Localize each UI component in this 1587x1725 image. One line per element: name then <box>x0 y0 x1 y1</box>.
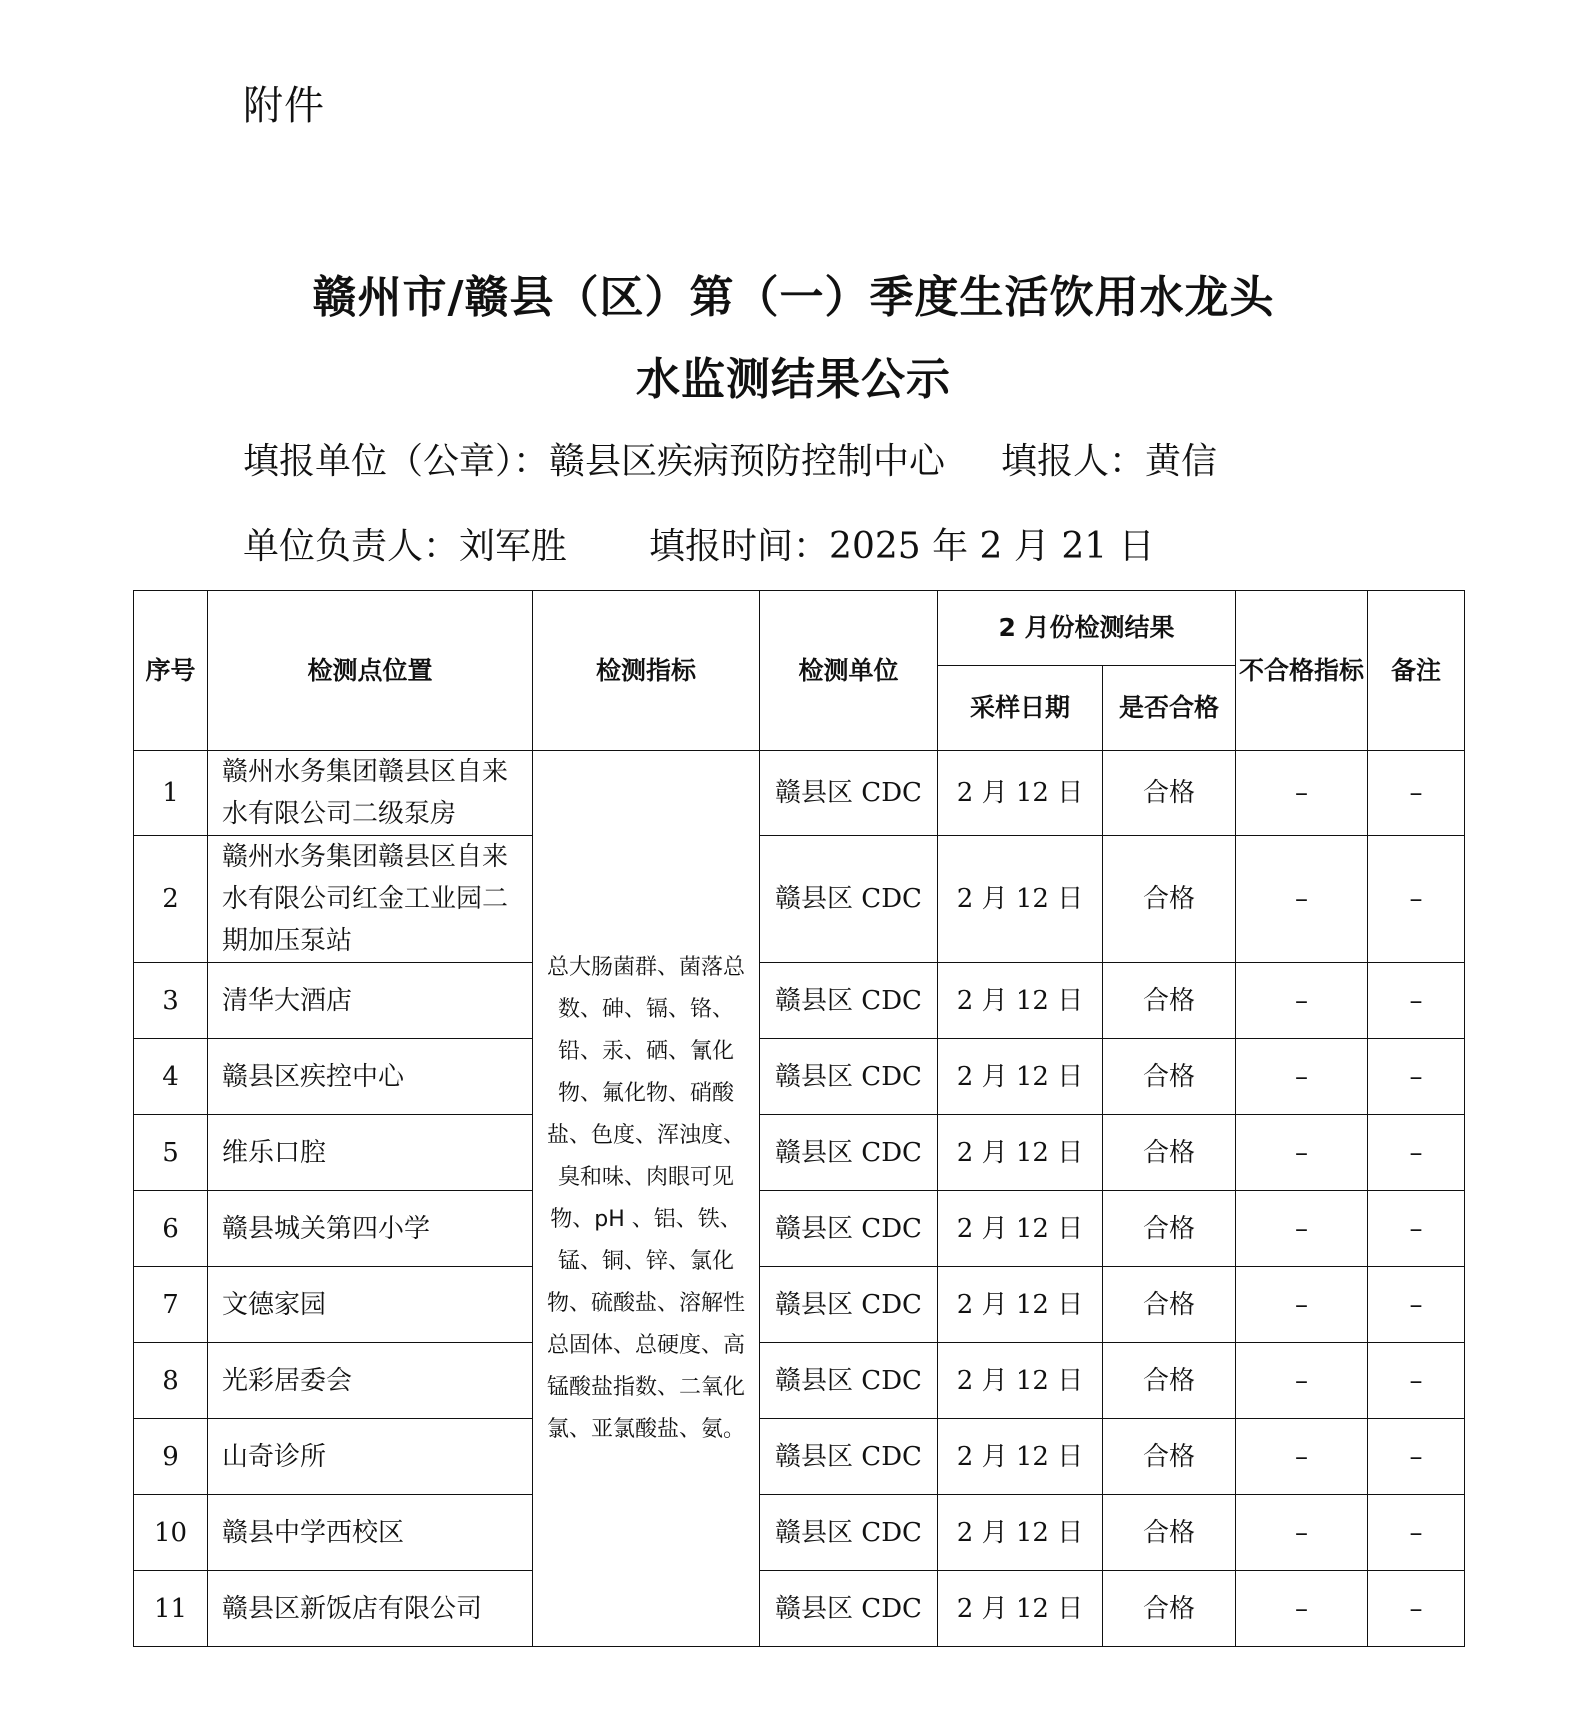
header-test-unit: 检测单位 <box>760 591 938 751</box>
row-location: 赣州水务集团赣县区自来水有限公司红金工业园二期加压泵站 <box>208 836 533 963</box>
row-unqualified: – <box>1236 1267 1368 1343</box>
row-location: 赣县区疾控中心 <box>208 1039 533 1115</box>
row-location: 维乐口腔 <box>208 1115 533 1191</box>
document-title-line-1: 赣州市/赣县（区）第（一）季度生活饮用水龙头 <box>312 272 1275 323</box>
indicators-list: 总大肠菌群、菌落总数、砷、镉、铬、铅、汞、硒、氰化物、氟化物、硝酸盐、色度、浑浊度、臭和味、肉眼可见物、pH 、铝、铁、锰、铜、锌、氯化物、硫酸盐、溶解性总固体、总硬度、高锰酸盐指数、二氧化氯、亚氯酸盐、氨。 <box>533 751 760 1647</box>
header-indicators: 检测指标 <box>533 591 760 751</box>
row-seq: 3 <box>134 963 208 1039</box>
row-sample-date: 2 月 12 日 <box>938 751 1103 836</box>
row-qualified: 合格 <box>1103 751 1236 836</box>
row-remark: – <box>1368 836 1465 963</box>
row-unqualified: – <box>1236 1191 1368 1267</box>
row-location: 光彩居委会 <box>208 1343 533 1419</box>
header-seq: 序号 <box>134 591 208 751</box>
header-unqualified-indicators: 不合格指标 <box>1236 591 1368 751</box>
row-remark: – <box>1368 751 1465 836</box>
row-unqualified: – <box>1236 751 1368 836</box>
report-date-label: 填报时间： <box>649 526 830 567</box>
table-row <box>134 1419 1465 1495</box>
row-seq: 9 <box>134 1419 208 1495</box>
table-row <box>134 1495 1465 1571</box>
row-unqualified: – <box>1236 1343 1368 1419</box>
row-qualified: 合格 <box>1103 1571 1236 1647</box>
results-table-body <box>134 751 1465 1647</box>
row-remark: – <box>1368 963 1465 1039</box>
row-location: 赣县区新饭店有限公司 <box>208 1571 533 1647</box>
document-title-line-2: 水监测结果公示 <box>636 354 951 405</box>
row-remark: – <box>1368 1571 1465 1647</box>
row-sample-date: 2 月 12 日 <box>938 836 1103 963</box>
row-sample-date: 2 月 12 日 <box>938 1343 1103 1419</box>
table-row <box>134 1115 1465 1191</box>
row-qualified: 合格 <box>1103 1039 1236 1115</box>
row-test-unit: 赣县区 CDC <box>760 1191 938 1267</box>
row-location: 清华大酒店 <box>208 963 533 1039</box>
row-location: 山奇诊所 <box>208 1419 533 1495</box>
row-sample-date: 2 月 12 日 <box>938 1571 1103 1647</box>
row-test-unit: 赣县区 CDC <box>760 1419 938 1495</box>
row-seq: 1 <box>134 751 208 836</box>
row-remark: – <box>1368 1419 1465 1495</box>
row-test-unit: 赣县区 CDC <box>760 1571 938 1647</box>
row-qualified: 合格 <box>1103 1115 1236 1191</box>
row-qualified: 合格 <box>1103 1343 1236 1419</box>
row-test-unit: 赣县区 CDC <box>760 751 938 836</box>
row-remark: – <box>1368 1267 1465 1343</box>
row-qualified: 合格 <box>1103 1419 1236 1495</box>
header-location: 检测点位置 <box>208 591 533 751</box>
unit-leader-value: 刘军胜 <box>459 526 568 567</box>
attachment-label: 附件 <box>243 83 325 129</box>
row-location: 赣县中学西校区 <box>208 1495 533 1571</box>
row-qualified: 合格 <box>1103 1191 1236 1267</box>
row-remark: – <box>1368 1495 1465 1571</box>
row-remark: – <box>1368 1343 1465 1419</box>
table-row <box>134 963 1465 1039</box>
report-date-value: 2025 年 2 月 21 日 <box>829 526 1155 567</box>
monitoring-results-table <box>133 590 1465 1647</box>
table-row <box>134 1267 1465 1343</box>
row-test-unit: 赣县区 CDC <box>760 836 938 963</box>
row-qualified: 合格 <box>1103 963 1236 1039</box>
row-test-unit: 赣县区 CDC <box>760 963 938 1039</box>
row-remark: – <box>1368 1191 1465 1267</box>
row-test-unit: 赣县区 CDC <box>760 1343 938 1419</box>
row-remark: – <box>1368 1039 1465 1115</box>
row-unqualified: – <box>1236 836 1368 963</box>
row-sample-date: 2 月 12 日 <box>938 1191 1103 1267</box>
row-test-unit: 赣县区 CDC <box>760 1267 938 1343</box>
report-info-line-1 <box>243 437 1217 487</box>
row-test-unit: 赣县区 CDC <box>760 1495 938 1571</box>
row-unqualified: – <box>1236 1571 1368 1647</box>
report-info-line-2 <box>243 522 1155 572</box>
row-unqualified: – <box>1236 1039 1368 1115</box>
row-seq: 10 <box>134 1495 208 1571</box>
header-sample-date: 采样日期 <box>938 666 1103 751</box>
unit-leader-label: 单位负责人： <box>243 526 460 567</box>
row-unqualified: – <box>1236 1115 1368 1191</box>
table-row <box>134 1191 1465 1267</box>
reporting-unit-value: 赣县区疾病预防控制中心 <box>549 441 946 482</box>
row-location: 赣县城关第四小学 <box>208 1191 533 1267</box>
table-row <box>134 1039 1465 1115</box>
row-seq: 2 <box>134 836 208 963</box>
row-sample-date: 2 月 12 日 <box>938 1267 1103 1343</box>
table-row <box>134 1571 1465 1647</box>
row-qualified: 合格 <box>1103 836 1236 963</box>
row-sample-date: 2 月 12 日 <box>938 1495 1103 1571</box>
row-seq: 5 <box>134 1115 208 1191</box>
row-unqualified: – <box>1236 1495 1368 1571</box>
reporter-value: 黄信 <box>1145 441 1218 482</box>
row-unqualified: – <box>1236 1419 1368 1495</box>
row-test-unit: 赣县区 CDC <box>760 1039 938 1115</box>
row-qualified: 合格 <box>1103 1267 1236 1343</box>
row-sample-date: 2 月 12 日 <box>938 1115 1103 1191</box>
row-seq: 8 <box>134 1343 208 1419</box>
header-result-group: 2 月份检测结果 <box>938 591 1236 666</box>
header-qualified: 是否合格 <box>1103 666 1236 751</box>
row-seq: 11 <box>134 1571 208 1647</box>
row-location: 文德家园 <box>208 1267 533 1343</box>
row-remark: – <box>1368 1115 1465 1191</box>
row-location: 赣州水务集团赣县区自来水有限公司二级泵房 <box>208 751 533 836</box>
row-seq: 4 <box>134 1039 208 1115</box>
row-unqualified: – <box>1236 963 1368 1039</box>
table-row <box>134 836 1465 963</box>
row-seq: 6 <box>134 1191 208 1267</box>
row-sample-date: 2 月 12 日 <box>938 1039 1103 1115</box>
row-test-unit: 赣县区 CDC <box>760 1115 938 1191</box>
table-row <box>134 1343 1465 1419</box>
row-sample-date: 2 月 12 日 <box>938 963 1103 1039</box>
header-remark: 备注 <box>1368 591 1465 751</box>
reporter-label: 填报人： <box>1001 441 1146 482</box>
reporting-unit-label: 填报单位（公章）： <box>243 441 550 482</box>
row-qualified: 合格 <box>1103 1495 1236 1571</box>
table-row <box>134 751 1465 836</box>
row-sample-date: 2 月 12 日 <box>938 1419 1103 1495</box>
row-seq: 7 <box>134 1267 208 1343</box>
